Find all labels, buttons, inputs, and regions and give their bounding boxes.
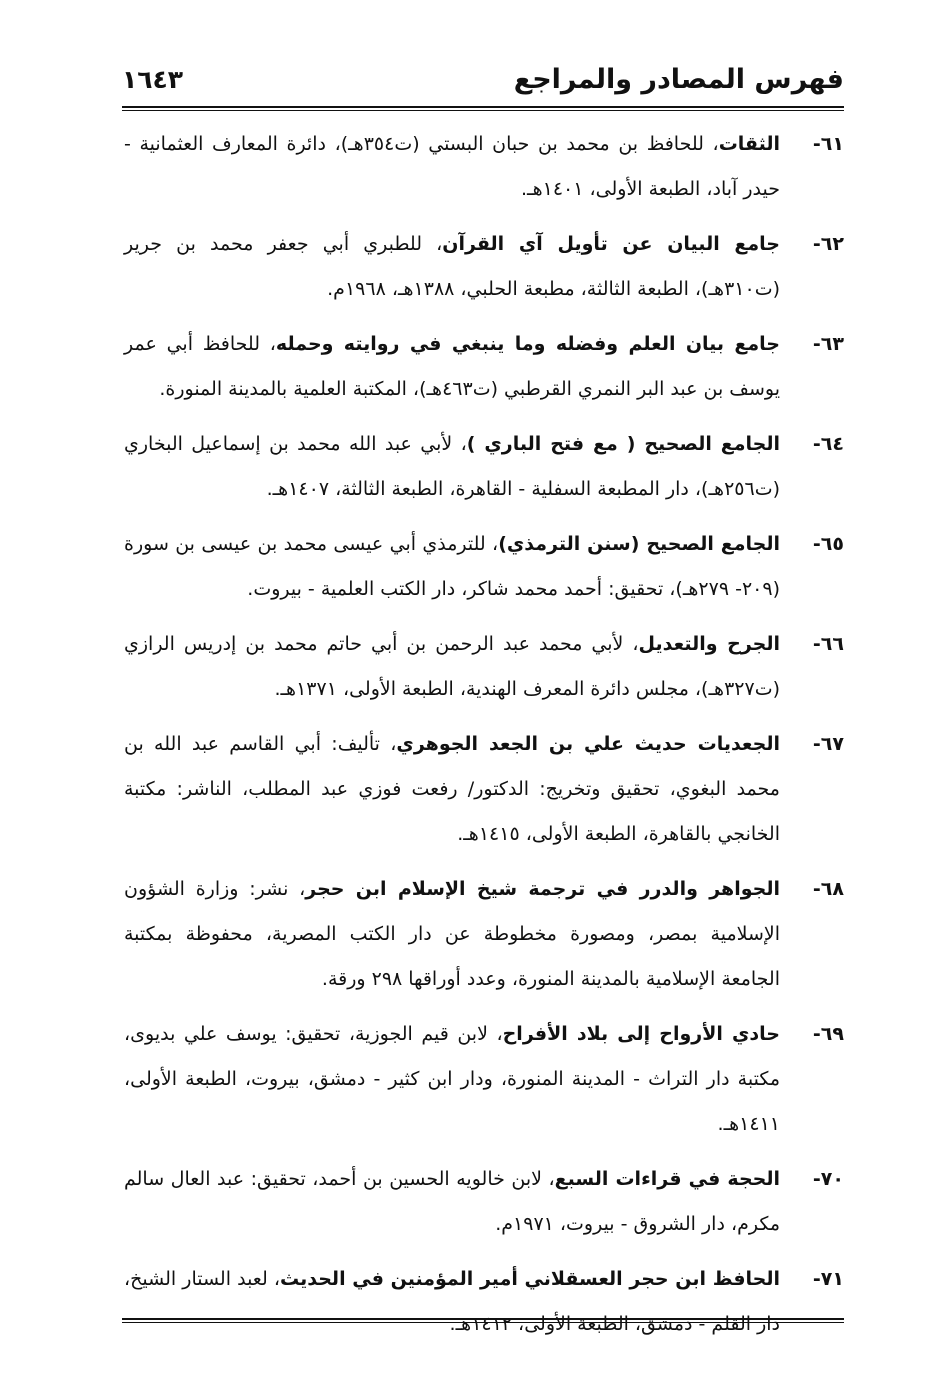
- bibliography-entry: [124, 1257, 844, 1347]
- entry-number: ٦٤-: [812, 433, 844, 455]
- bibliography-entry: [124, 222, 844, 312]
- bibliography-entry: [124, 622, 844, 712]
- header-divider: [122, 106, 844, 111]
- entry-number: ٦٨-: [812, 878, 844, 900]
- entry-details: ، لعبد الستار الشيخ، دار القلم - دمشق، الطبعة الأولى، ١٤١٢هـ.: [124, 1268, 780, 1335]
- bibliography-entry: [124, 1012, 844, 1147]
- entry-number: ٧٠-: [812, 1168, 844, 1190]
- entry-title: الثقات: [718, 133, 780, 155]
- entry-details: ، نشر: وزارة الشؤون الإسلامية بمصر، ومصورة مخطوطة عن دار الكتب المصرية، محفوظة بمكتبة الجامعة الإسلامية بالمدينة المنورة، وعدد أوراقها ٢٩٨ ورقة.: [124, 878, 780, 990]
- entry-number: ٦١-: [812, 133, 844, 155]
- entry-details: ، للحافظ أبي عمر يوسف بن عبد البر النمري القرطبي (ت٤٦٣هـ)، المكتبة العلمية بالمدينة المنورة.: [124, 333, 780, 400]
- bibliography-entry: [124, 867, 844, 1002]
- entry-title: الحجة في قراءات السبع: [554, 1168, 780, 1190]
- entry-details: ، للترمذي أبي عيسى محمد بن عيسى بن سورة (٢٠٩- ٢٧٩هـ)، تحقيق: أحمد محمد شاكر، دار الكتب العلمية - بيروت.: [124, 533, 780, 600]
- bibliography-entry: [124, 1157, 844, 1247]
- entry-details: ، لأبي محمد عبد الرحمن بن أبي حاتم محمد بن إدريس الرازي (ت٣٢٧هـ)، مجلس دائرة المعرف الهندية، الطبعة الأولى، ١٣٧١هـ.: [124, 633, 780, 700]
- entry-details: ، تأليف: أبي القاسم عبد الله بن محمد البغوي، تحقيق وتخريج: الدكتور/ رفعت فوزي عبد المطلب، الناشر: مكتبة الخانجي بالقاهرة، الطبعة الأولى، ١٤١٥هـ.: [124, 733, 780, 845]
- page-title: فهرس المصادر والمراجع: [513, 64, 844, 95]
- entry-details: ، للطبري أبي جعفر محمد بن جرير (ت٣١٠هـ)، الطبعة الثالثة، مطبعة الحلبي، ١٣٨٨هـ، ١٩٦٨م.: [124, 233, 780, 300]
- entry-title: جامع بيان العلم وفضله وما ينبغي في روايته وحمله: [275, 333, 780, 355]
- entry-title: الجعديات حديث علي بن الجعد الجوهري: [396, 733, 781, 755]
- bibliography-entry: [124, 422, 844, 512]
- entry-title: الجواهر والدرر في ترجمة شيخ الإسلام ابن حجر: [305, 878, 780, 900]
- bibliography-entry: [124, 522, 844, 612]
- bibliography-entry: [124, 122, 844, 212]
- entry-title: حادي الأرواح إلى بلاد الأفراح: [502, 1023, 781, 1045]
- entry-number: ٦٩-: [812, 1023, 844, 1045]
- entry-title: الجامع الصحيح ( مع فتح الباري ): [466, 433, 780, 455]
- entry-details: ، لابن قيم الجوزية، تحقيق: يوسف علي بديوى، مكتبة دار التراث - المدينة المنورة، ودار ابن كثير - دمشق، بيروت، الطبعة الأولى، ١٤١١هـ.: [124, 1023, 780, 1135]
- entry-number: ٦٥-: [812, 533, 844, 555]
- entry-number: ٦٦-: [812, 633, 844, 655]
- entry-details: ، لأبي عبد الله محمد بن إسماعيل البخاري (ت٢٥٦هـ)، دار المطبعة السفلية - القاهرة، الطبعة الثالثة، ١٤٠٧هـ.: [124, 433, 780, 500]
- entry-number: ٦٢-: [812, 233, 844, 255]
- entry-title: الجرح والتعديل: [638, 633, 780, 655]
- page-number: ١٦٤٣: [122, 65, 184, 94]
- entry-number: ٦٣-: [812, 333, 844, 355]
- bibliography-entry: [124, 322, 844, 412]
- entry-number: ٧١-: [812, 1268, 844, 1290]
- entry-title: الجامع الصحيح (سنن الترمذي): [498, 533, 780, 555]
- page-header: [122, 62, 844, 102]
- bibliography-entry: [124, 722, 844, 857]
- entry-title: جامع البيان عن تأويل آي القرآن: [442, 233, 781, 255]
- entry-details: ، للحافظ بن محمد بن حبان البستي (ت٣٥٤هـ)، دائرة المعارف العثمانية - حيدر آباد، الطبعة الأولى، ١٤٠١هـ.: [124, 133, 780, 200]
- entry-title: الحافظ ابن حجر العسقلاني أمير المؤمنين في الحديث: [280, 1268, 780, 1290]
- entry-number: ٦٧-: [812, 733, 844, 755]
- entry-details: ، لابن خالويه الحسين بن أحمد، تحقيق: عبد العال سالم مكرم، دار الشروق - بيروت، ١٩٧١م.: [124, 1168, 780, 1235]
- bibliography-list: [124, 122, 844, 1357]
- footer-divider: [122, 1318, 844, 1323]
